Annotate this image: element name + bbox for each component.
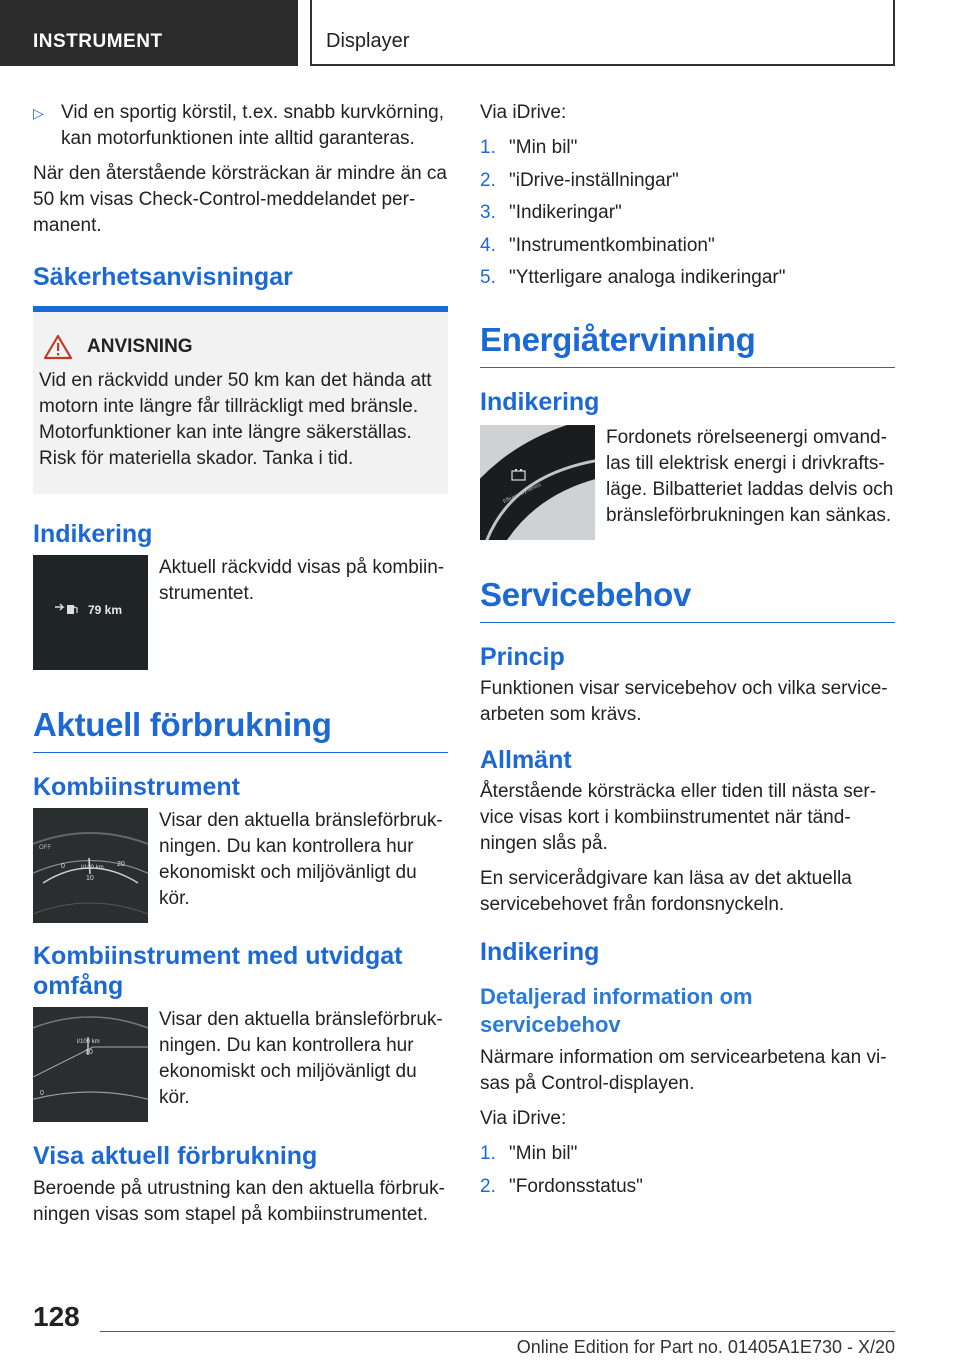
list-item: 1. "Min bil" bbox=[480, 137, 578, 158]
safety-heading: Säkerhetsanvisningar bbox=[33, 263, 293, 291]
chapter-tab: Displayer bbox=[310, 0, 895, 66]
allmant-heading: Allmänt bbox=[480, 746, 572, 774]
list-item: 1. "Min bil" bbox=[480, 1143, 578, 1164]
energy-gauge-image bbox=[480, 425, 595, 540]
right-column bbox=[480, 100, 895, 1212]
consumption-heading: Aktuell förbrukning bbox=[33, 706, 448, 753]
service-indikering-heading: Indikering bbox=[480, 938, 600, 966]
service-heading: Servicebehov bbox=[480, 576, 895, 623]
gauge-unit-label: l/100 km bbox=[81, 865, 104, 871]
list-item: 5. "Ytterligare analoga indikeringar" bbox=[480, 267, 786, 288]
allmant-text-2: En servicerådgivare kan läsa av det aktuella servicebehovet från fordonsnyckeln. bbox=[480, 868, 852, 915]
warning-header bbox=[43, 334, 440, 360]
ext-gauge-unit-label: l/100 km bbox=[77, 1039, 100, 1045]
page-number: 128 bbox=[33, 1301, 80, 1332]
kombi-ext-figure-block bbox=[33, 1007, 448, 1122]
range-figure-block bbox=[33, 555, 448, 670]
list-item: 2. "iDrive-inställningar" bbox=[480, 169, 679, 191]
edition-label: Online Edition for Part no. 01405A1E730 - X/20 bbox=[516, 1337, 895, 1357]
kombi-gauge-image bbox=[33, 808, 148, 923]
via-idrive-label: Via iDrive: bbox=[480, 102, 567, 123]
indikering-heading: Indikering bbox=[33, 520, 153, 548]
warning-box bbox=[33, 306, 448, 494]
warning-text: Vid en räckvidd under 50 km kan det hända att motorn inte längre får tillräckligt med bränsle. Motorfunktioner kan inte längre säkerställas. Risk för materiella skador. Tanka i tid. bbox=[39, 370, 432, 469]
list-item: 3. "Indikeringar" bbox=[480, 202, 622, 223]
gauge-off-label: OFF bbox=[39, 845, 51, 851]
kombi-ext-description: Visar den aktuella bränsleförbrukningen. Du kan kontrollera hur ekonomiskt och miljövänligt du kör. bbox=[159, 1009, 443, 1108]
efficient-dynamics-label: Efficient Dynamics bbox=[502, 482, 543, 505]
kombi-heading: Kombiinstrument bbox=[33, 773, 240, 801]
energy-description: Fordonets rörelseenergi omvandlas till elektrisk energi i drivkraftsläge. Bilbatteriet laddas delvis och bränsleförbrukningen kan sänkas. bbox=[606, 427, 894, 526]
service-steps-list bbox=[480, 1141, 895, 1200]
energy-figure-block bbox=[480, 425, 895, 540]
list-item: 2. "Fordonsstatus" bbox=[480, 1175, 643, 1197]
energy-heading: Energiåtervinning bbox=[480, 321, 895, 368]
show-consumption-text: Beroende på utrustning kan den aktuella förbrukningen visas som stapel på kombiinstrumentet. bbox=[33, 1178, 445, 1225]
range-paragraph: När den återstående körsträckan är mindre än ca 50 km visas Check-Control-meddelandet permanent. bbox=[33, 163, 447, 236]
page-header bbox=[0, 0, 960, 66]
section-tab: INSTRUMENT bbox=[0, 0, 298, 66]
kombi-ext-gauge-image bbox=[33, 1007, 148, 1122]
warning-label: ANVISNING bbox=[87, 336, 193, 357]
via-idrive-label-2: Via iDrive: bbox=[480, 1108, 567, 1129]
detail-text: Närmare information om servicearbetena kan visas på Control-displayen. bbox=[480, 1047, 887, 1094]
allmant-text-1: Återstående körsträcka eller tiden till nästa service visas kort i kombiinstrumentet när tändningen slås på. bbox=[480, 781, 877, 854]
range-value: 79 km bbox=[88, 603, 123, 617]
gauge-ten-label: 10 bbox=[86, 875, 94, 882]
gauge-zero-label: 0 bbox=[61, 863, 65, 870]
kombi-ext-heading: Kombiinstrument med utvidgat omfång bbox=[33, 942, 403, 1000]
list-item: 4. "Instrumentkombination" bbox=[480, 234, 715, 256]
footer-divider bbox=[100, 1331, 895, 1332]
bullet-note bbox=[33, 100, 448, 152]
left-column bbox=[33, 100, 448, 1237]
kombi-figure-block bbox=[33, 808, 448, 923]
princip-heading: Princip bbox=[480, 643, 565, 671]
energy-indikering-heading: Indikering bbox=[480, 388, 600, 416]
triangle-bullet-icon: ▷ bbox=[33, 105, 44, 121]
princip-text: Funktionen visar servicebehov och vilka servicearbeten som krävs. bbox=[480, 678, 888, 725]
kombi-description: Visar den aktuella bränsleförbrukningen. Du kan kontrollera hur ekonomiskt och miljövänligt du kör. bbox=[159, 810, 443, 909]
warning-triangle-icon bbox=[43, 334, 73, 360]
range-description: Aktuell räckvidd visas på kombiinstrumentet. bbox=[159, 557, 445, 604]
idrive-steps-list bbox=[480, 135, 895, 291]
detail-heading: Detaljerad information om servicebehov bbox=[480, 984, 753, 1037]
ext-gauge-ten-label: 10 bbox=[85, 1049, 93, 1056]
show-consumption-heading: Visa aktuell förbrukning bbox=[33, 1142, 318, 1170]
gauge-twenty-label: 20 bbox=[117, 861, 125, 868]
bullet-text: Vid en sportig körstil, t.ex. snabb kurvkörning, kan motorfunktionen inte alltid garanteras. bbox=[61, 102, 445, 149]
ext-gauge-zero-label: 0 bbox=[40, 1090, 44, 1097]
range-display-image bbox=[33, 555, 148, 670]
